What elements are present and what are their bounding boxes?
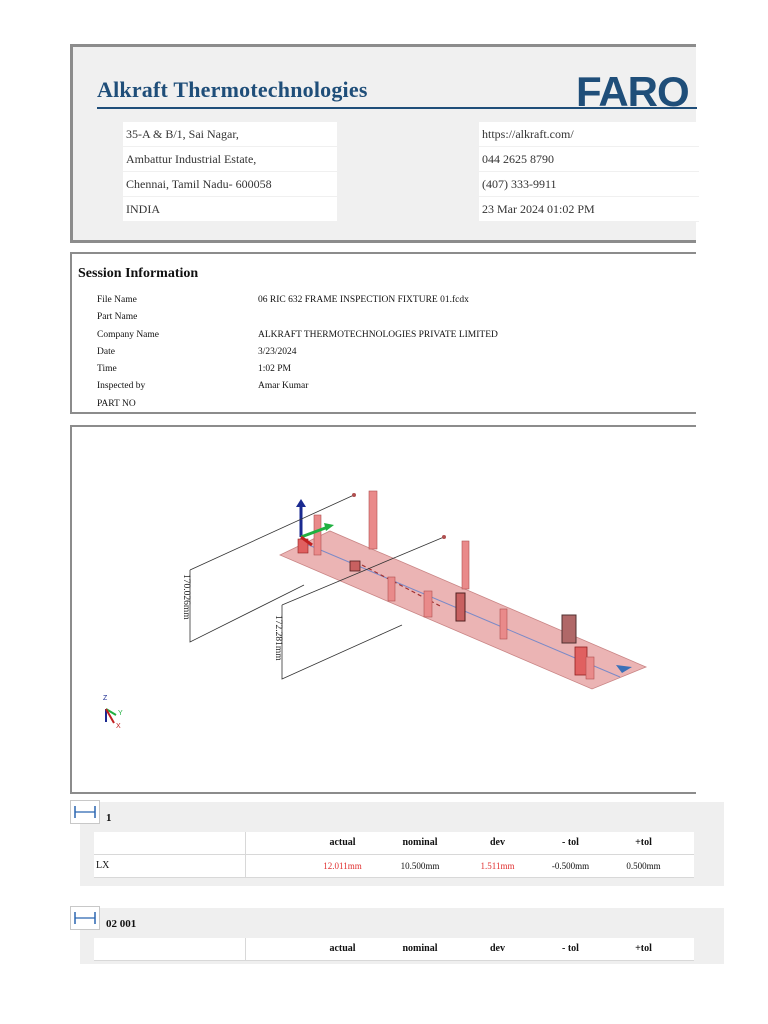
- session-label: Time: [97, 364, 117, 375]
- fixture-block: [575, 647, 587, 675]
- address-line: Chennai, Tamil Nadu- 600058: [123, 172, 337, 197]
- session-value: 1:02 PM: [258, 364, 291, 375]
- measurement-section: [70, 802, 724, 886]
- gizmo-z-label: Z: [103, 695, 108, 702]
- cad-model-render: [72, 427, 696, 792]
- session-label: Inspected by: [97, 381, 146, 392]
- deviation-value: 1.511mm: [480, 861, 515, 871]
- session-label: PART NO: [97, 398, 136, 409]
- fixture-clamp: [500, 609, 507, 639]
- triad-z-arrow: [296, 499, 306, 507]
- column-header: - tol: [562, 943, 579, 954]
- faro-logo-text: FARO: [576, 71, 689, 111]
- phone-number: (407) 333-9911: [479, 172, 699, 197]
- column-header: nominal: [402, 837, 438, 848]
- session-value: Amar Kumar: [258, 381, 309, 392]
- triad-y-arrow: [324, 523, 334, 531]
- minus-tolerance: -0.500mm: [551, 861, 590, 871]
- dimension-marker: [352, 493, 356, 497]
- column-header: actual: [329, 943, 356, 954]
- website-link[interactable]: https://alkraft.com/: [479, 122, 699, 147]
- address-line: Ambattur Industrial Estate,: [123, 147, 337, 172]
- dimension-label: 172.281mm: [273, 615, 283, 661]
- fixture-clamp: [424, 591, 432, 617]
- fixture-clamp: [462, 541, 469, 589]
- measurement-title-bar: [80, 908, 724, 928]
- measurement-title: 1: [106, 812, 112, 824]
- faro-logo: [576, 71, 699, 111]
- session-label: File Name: [97, 295, 137, 305]
- column-header: dev: [490, 943, 505, 954]
- company-name: Alkraft Thermotechnologies: [97, 77, 368, 102]
- gizmo-y-label: Y: [118, 710, 123, 717]
- column-header: nominal: [402, 943, 438, 954]
- column-header: +tol: [635, 943, 652, 954]
- session-value: ALKRAFT THERMOTECHNOLOGIES PRIVATE LIMITED: [258, 329, 498, 340]
- length-measure-icon[interactable]: [70, 906, 100, 930]
- length-measure-icon[interactable]: [70, 800, 100, 824]
- column-header: actual: [329, 837, 356, 848]
- dimension-marker: [442, 535, 446, 539]
- session-row-part-no: [97, 396, 498, 413]
- dimension-label: 170.026mm: [181, 574, 191, 620]
- fixture-clamp: [369, 491, 377, 549]
- cad-3d-view[interactable]: [70, 425, 696, 794]
- dimension-line: [190, 570, 304, 642]
- gizmo-x-label: X: [116, 723, 121, 730]
- feature-name: LX: [94, 855, 246, 877]
- session-value: 06 RIC 632 FRAME INSPECTION FIXTURE 01.fcdx: [258, 295, 469, 305]
- column-header: dev: [490, 837, 505, 848]
- session-label: Part Name: [97, 312, 138, 323]
- address-box: [123, 122, 337, 222]
- address-line: INDIA: [123, 197, 337, 222]
- measurement-title-bar: [80, 802, 724, 822]
- dimension-line: [282, 605, 402, 679]
- report-timestamp: 23 Mar 2024 01:02 PM: [479, 197, 699, 222]
- session-label: Company Name: [97, 329, 160, 340]
- address-line: 35-A & B/1, Sai Nagar,: [123, 122, 337, 147]
- header-name-cell: [94, 938, 246, 960]
- table-header-row: [94, 938, 694, 961]
- column-header: - tol: [562, 837, 579, 848]
- session-row-time: [97, 361, 498, 378]
- table-row: [94, 855, 694, 878]
- column-header: +tol: [635, 837, 652, 848]
- session-row-date: [97, 344, 498, 361]
- session-table: [97, 292, 498, 413]
- measurement-table: [94, 832, 694, 878]
- measurement-table: [94, 938, 694, 961]
- session-information: [70, 252, 696, 414]
- actual-value: 12.011mm: [323, 861, 362, 871]
- session-row-part-name: [97, 309, 498, 326]
- report-header: [70, 44, 696, 243]
- session-label: Date: [97, 346, 115, 357]
- header-name-cell: [94, 832, 246, 854]
- measurement-section: [70, 908, 724, 968]
- nominal-value: 10.500mm: [400, 861, 440, 871]
- session-row-company-name: [97, 327, 498, 344]
- fixture-block: [562, 615, 576, 643]
- table-header-row: [94, 832, 694, 855]
- fixture-clamp: [314, 515, 321, 555]
- measurement-title: 02 001: [106, 918, 137, 930]
- session-row-file-name: [97, 292, 498, 309]
- fixture-block: [350, 561, 360, 571]
- session-value: 3/23/2024: [258, 346, 297, 357]
- phone-number: 044 2625 8790: [479, 147, 699, 172]
- fixture-clamp: [388, 577, 395, 601]
- plus-tolerance: 0.500mm: [626, 861, 661, 871]
- axis-gizmo: [103, 695, 123, 730]
- fixture-clamp: [586, 657, 594, 679]
- contact-box: [479, 122, 699, 222]
- fixture-block: [456, 593, 465, 621]
- session-title: Session Information: [78, 266, 199, 281]
- session-row-inspected-by: [97, 378, 498, 395]
